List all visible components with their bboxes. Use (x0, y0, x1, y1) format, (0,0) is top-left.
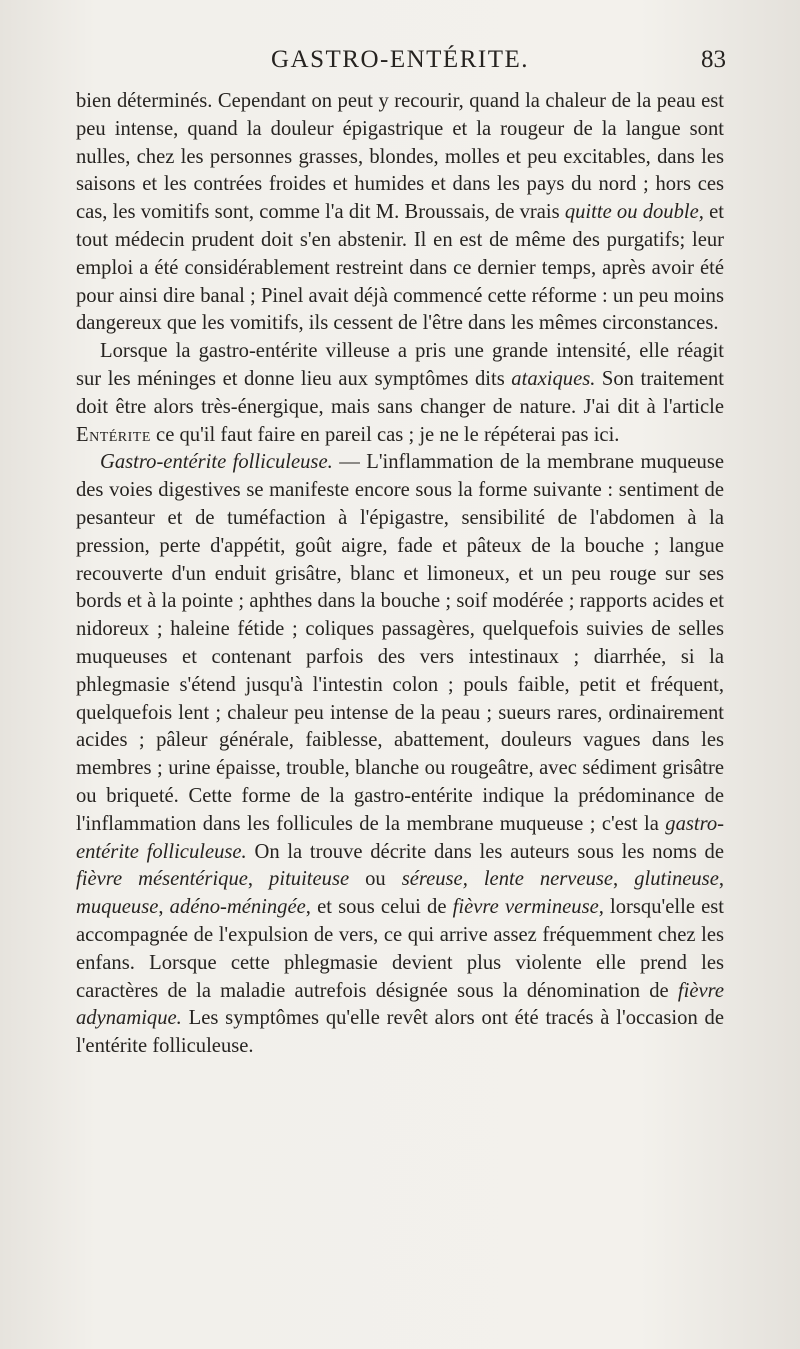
text-run: Lorsque la gastro-entérite villeuse a pris une grande intensité, elle réagit sur les méninges et donne lieu aux symptômes dits (76, 340, 724, 390)
text-run: lorsqu'elle est accompagnée de l'expulsion de vers, ce qui arrive assez fréquemment chez les enfans. Lorsque cette phlegmasie devient plus violente elle prend les caractères de la maladie autrefois désignée sous la dénomination de (76, 896, 724, 1002)
text-run: , et sous celui de (305, 896, 453, 919)
italic-phrase: adéno-méningée (169, 896, 306, 919)
page-number: 83 (701, 46, 726, 73)
text-run: — L'inflammation de la membrane muqueuse des voies digestives se manifeste encore sous la forme suivante : sentiment de pesanteur et de tuméfaction à l'épigastre, sensibilité de l'abdomen à la pression, perte d'appétit, goût aigre, fade et pâteux de la bouche ; langue recouverte d'un enduit grisâtre, blanc et limoneux, et un peu rouge sur ses bords et à la pointe ; aphthes dans la bouche ; soif modérée ; rapports acides et nidoreux ; haleine fétide ; coliques passagères, quelquefois suivies de selles muqueuses et contenant parfois des vers intestinaux ; diarrhée, si la phlegmasie s'étend jusqu'à l'intestin colon ; pouls faible, petit et fréquent, quelquefois lent ; chaleur peu intense de la peau ; sueurs rares, ordinairement acides ; pâleur générale, faiblesse, abattement, douleurs vagues dans les membres ; urine épaisse, trouble, blanche ou rougeâtre, avec sédiment grisâtre ou briqueté. Cette forme de la gastro-entérite indique la prédominance de l'inflammation dans les follicules de la membrane muqueuse ; c'est la (76, 451, 724, 835)
text-run: , (718, 868, 724, 891)
text-run: ou (349, 868, 402, 891)
italic-phrase: fièvre vermineuse, (452, 896, 604, 919)
small-caps-reference: Entérite (76, 423, 151, 446)
italic-phrase: muqueuse (76, 896, 159, 919)
italic-phrase: glutineuse (634, 868, 719, 891)
running-title: GASTRO-ENTÉRITE. (271, 46, 529, 73)
text-run: , (247, 868, 270, 891)
paragraph-3 (76, 449, 724, 1061)
text-run: Son traitement doit être alors très-énergique, mais sans changer de nature. J'ai dit à l'article (76, 367, 725, 418)
italic-phrase: fièvre mésentérique (76, 868, 248, 891)
page-header (76, 46, 724, 86)
italic-phrase: séreuse, lente nerveuse (401, 868, 614, 891)
italic-phrase: fièvre adynamique. (76, 979, 724, 1030)
italic-phrase: quitte ou double, (564, 201, 704, 224)
text-run: ce qu'il faut faire en pareil cas ; je ne le répéterai pas ici. (150, 423, 620, 446)
italic-phrase: gastro-entérite folliculeuse. (76, 812, 724, 863)
text-run: , (158, 896, 170, 919)
italic-phrase: pituiteuse (269, 868, 350, 891)
body-text (76, 88, 724, 1061)
text-run: On la trouve décrite dans les auteurs sous les noms de (246, 840, 724, 863)
text-run: bien déterminés. Cependant on peut y recourir, quand la chaleur de la peau est peu intense, quand la douleur épigastrique et la rougeur de la langue sont nulles, chez les personnes grasses, blondes, molles et peu excitables, dans les saisons et les contrées froides et humides et dans les pays du nord ; hors ces cas, les vomitifs sont, comme l'a dit M. Broussais, de vrais (76, 90, 724, 224)
section-heading-italic: Gastro-entérite folliculeuse. (100, 451, 333, 474)
italic-phrase: ataxiques. (511, 367, 596, 390)
paragraph-2 (76, 338, 724, 449)
text-run: et tout médecin prudent doit s'en abstenir. Il en est de même des purgatifs; leur emploi a été considérablement restreint dans ce dernier temps, après avoir été pour ainsi dire banal ; Pinel avait déjà commencé cette réforme : un peu moins dangereux que les vomitifs, ils cessent de l'être dans les mêmes circonstances. (76, 201, 724, 335)
paragraph-1 (76, 88, 724, 338)
text-run: Les symptômes qu'elle revêt alors ont été tracés à l'occasion de l'entérite folliculeuse. (76, 1007, 724, 1058)
text-run: , (613, 868, 635, 891)
